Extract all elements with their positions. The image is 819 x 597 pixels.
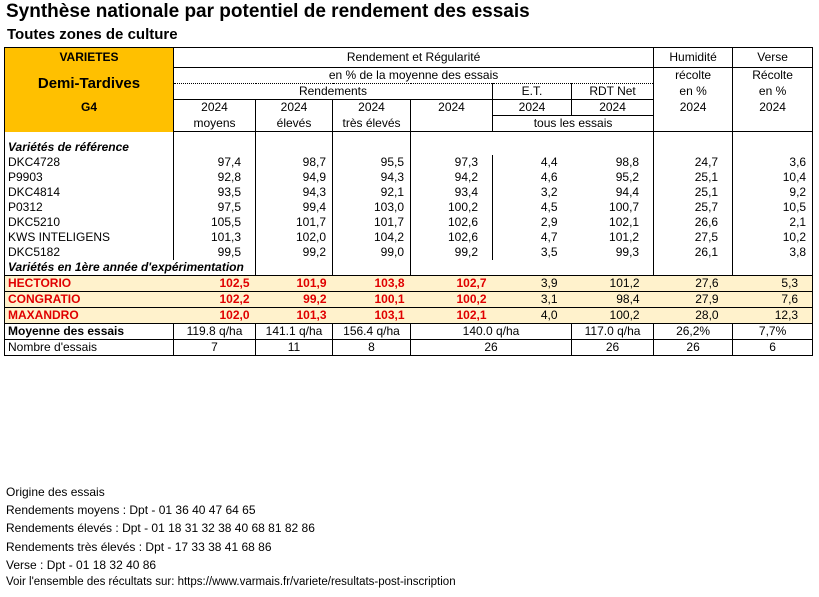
value-cell: 100,2 — [572, 308, 654, 324]
rdt-net-header: RDT Net — [572, 84, 654, 100]
value-cell: 5,3 — [733, 276, 813, 292]
value-cell: 4,4 — [493, 155, 572, 170]
footer-tres-eleves: Rendements très élevés : Dpt - 17 33 38 41 68 86 — [6, 540, 272, 554]
rendement-regularite-header: Rendement et Régularité — [174, 48, 654, 68]
value-cell: 26,1 — [654, 245, 733, 260]
group-label: Demi-Tardives — [5, 68, 174, 100]
value-cell: 94,3 — [333, 170, 411, 185]
humidite-pct-label: en % — [654, 84, 733, 100]
value-cell: 25,7 — [654, 200, 733, 215]
year-eleves: 2024 — [256, 100, 333, 116]
nombre-eleves: 11 — [256, 340, 333, 356]
value-cell: 104,2 — [333, 230, 411, 245]
value-cell: 102,6 — [411, 215, 493, 230]
value-cell: 93,4 — [411, 185, 493, 200]
value-cell: 4,5 — [493, 200, 572, 215]
value-cell: 27,6 — [654, 276, 733, 292]
year-moyens: 2024 — [174, 100, 256, 116]
value-cell: 99,4 — [256, 200, 333, 215]
year-tres-eleves: 2024 — [333, 100, 411, 116]
value-cell: 102,0 — [174, 308, 256, 324]
group-code: G4 — [5, 100, 174, 132]
variety-name: DKC5210 — [5, 215, 174, 230]
value-cell: 7,6 — [733, 292, 813, 308]
nombre-tres-eleves: 8 — [333, 340, 411, 356]
nombre-verse: 6 — [733, 340, 813, 356]
value-cell: 24,7 — [654, 155, 733, 170]
year-et: 2024 — [493, 100, 572, 116]
value-cell: 10,4 — [733, 170, 813, 185]
moyenne-eleves: 141.1 q/ha — [256, 324, 333, 340]
verse-pct-label: en % — [733, 84, 813, 100]
value-cell: 102,1 — [609, 215, 640, 229]
value-cell: 9,2 — [733, 185, 813, 200]
footer-verse: Verse : Dpt - 01 18 32 40 86 — [6, 558, 157, 572]
value-cell: 102,1 — [411, 308, 493, 324]
year-humidite: 2024 — [654, 100, 733, 116]
footer-eleves: Rendements élevés : Dpt - 01 18 31 32 38 40 68 81 82 86 — [6, 521, 315, 535]
value-cell: 27,5 — [654, 230, 733, 245]
footer-origine: Origine des essais — [6, 485, 105, 499]
value-cell: 2,1 — [733, 215, 813, 230]
value-cell: 25,1 — [654, 170, 733, 185]
value-cell: 101,2 — [572, 276, 654, 292]
year-rdt-net: 2024 — [572, 100, 654, 116]
value-cell: 10,2 — [733, 230, 813, 245]
value-cell: 103,1 — [333, 308, 411, 324]
value-cell: 95,2 — [615, 170, 640, 184]
table-row — [5, 276, 813, 292]
table-row — [5, 245, 813, 260]
moyenne-rdt-net: 117.0 q/ha — [572, 324, 654, 340]
value-cell: 105,5 — [174, 215, 256, 230]
value-cell: 10,5 — [733, 200, 813, 215]
nombre-label: Nombre d'essais — [5, 340, 174, 356]
value-cell: 94,4 — [615, 185, 640, 199]
table-row — [5, 170, 813, 185]
moyenne-moyens: 119.8 q/ha — [174, 324, 256, 340]
value-cell: 25,1 — [654, 185, 733, 200]
nombre-humidite: 26 — [654, 340, 733, 356]
value-cell: 2,9 — [493, 215, 572, 230]
table-row — [5, 308, 813, 324]
value-cell: 92,8 — [174, 170, 256, 185]
year-all: 2024 — [411, 100, 493, 116]
variety-name: CONGRATIO — [5, 292, 174, 308]
moyenne-verse: 7,7% — [733, 324, 813, 340]
value-cell: 3,6 — [733, 155, 813, 170]
results-table — [4, 47, 813, 356]
footer-link: Voir l'ensemble des récultats sur: https://www.varmais.fr/variete/resultats-post-inscription — [6, 576, 456, 588]
section-new-title: Variétés en 1ère année d'expérimentation — [5, 260, 256, 276]
humidite-header: Humidité — [654, 48, 733, 68]
value-cell: 101,9 — [256, 276, 333, 292]
value-cell: 100,1 — [333, 292, 411, 308]
value-cell: 99,5 — [174, 245, 256, 260]
value-cell: 99,2 — [256, 292, 333, 308]
value-cell: 12,3 — [733, 308, 813, 324]
table-row — [5, 215, 813, 230]
table-row — [5, 155, 813, 170]
value-cell: 102,5 — [174, 276, 256, 292]
variety-name: DKC5182 — [5, 245, 174, 260]
verse-recolte-label: Récolte — [733, 68, 813, 84]
et-header: E.T. — [493, 84, 572, 100]
value-cell: 28,0 — [654, 308, 733, 324]
value-cell: 98,8 — [615, 155, 640, 169]
value-cell: 3,9 — [493, 276, 572, 292]
value-cell: 103,8 — [333, 276, 411, 292]
value-cell: 100,2 — [411, 200, 493, 215]
moyenne-all: 140.0 q/ha — [411, 324, 572, 340]
tous-essais-header: tous les essais — [493, 116, 654, 132]
value-cell: 101,7 — [256, 215, 333, 230]
value-cell: 27,9 — [654, 292, 733, 308]
value-cell: 94,2 — [411, 170, 493, 185]
nombre-all: 26 — [411, 340, 572, 356]
value-cell: 4,7 — [493, 230, 572, 245]
variety-name: DKC4728 — [5, 155, 174, 170]
variety-name: MAXANDRO — [5, 308, 174, 324]
value-cell: 99,2 — [411, 245, 493, 260]
value-cell: 97,5 — [174, 200, 256, 215]
table-row — [5, 230, 813, 245]
year-verse: 2024 — [733, 100, 813, 116]
nombre-moyens: 7 — [174, 340, 256, 356]
nombre-rdt-net: 26 — [572, 340, 654, 356]
table-row — [5, 200, 813, 215]
moyenne-humidite: 26,2% — [654, 324, 733, 340]
value-cell: 102,2 — [174, 292, 256, 308]
value-cell: 102,6 — [411, 230, 493, 245]
variety-name: KWS INTELIGENS — [5, 230, 174, 245]
pct-moyenne-header: en % de la moyenne des essais — [174, 68, 654, 84]
value-cell: 102,0 — [256, 230, 333, 245]
page-title: Synthèse nationale par potentiel de rendement des essais — [6, 1, 530, 22]
value-cell: 98,7 — [256, 155, 333, 170]
value-cell: 99,2 — [256, 245, 333, 260]
value-cell: 97,4 — [174, 155, 256, 170]
section-reference-title: Variétés de référence — [5, 140, 174, 155]
value-cell: 101,7 — [333, 215, 411, 230]
table-row — [5, 292, 813, 308]
varietes-header: VARIETES — [5, 48, 174, 68]
variety-name: HECTORIO — [5, 276, 174, 292]
rendements-header: Rendements — [298, 84, 368, 98]
value-cell: 99,0 — [333, 245, 411, 260]
moyenne-label: Moyenne des essais — [5, 324, 174, 340]
value-cell: 3,2 — [493, 185, 572, 200]
variety-name: P0312 — [5, 200, 174, 215]
value-cell: 100,2 — [411, 292, 493, 308]
table-row — [5, 185, 813, 200]
value-cell: 101,3 — [174, 230, 256, 245]
value-cell: 3,5 — [493, 245, 572, 260]
value-cell: 92,1 — [333, 185, 411, 200]
value-cell: 102,7 — [411, 276, 493, 292]
variety-name: DKC4814 — [5, 185, 174, 200]
value-cell: 3,1 — [493, 292, 572, 308]
value-cell: 4,6 — [493, 170, 572, 185]
value-cell: 101,2 — [609, 230, 640, 244]
value-cell: 3,8 — [733, 245, 813, 260]
value-cell: 99,3 — [615, 245, 640, 259]
tres-eleves-header: très élevés — [333, 116, 411, 132]
moyenne-tres-eleves: 156.4 q/ha — [333, 324, 411, 340]
value-cell: 100,7 — [609, 200, 640, 214]
value-cell: 97,3 — [411, 155, 493, 170]
eleves-header: élevés — [256, 116, 333, 132]
moyens-header: moyens — [174, 116, 256, 132]
page-subtitle: Toutes zones de culture — [7, 26, 178, 43]
value-cell: 103,0 — [333, 200, 411, 215]
value-cell: 95,5 — [333, 155, 411, 170]
humidite-recolte-label: récolte — [654, 68, 733, 84]
value-cell: 101,3 — [256, 308, 333, 324]
verse-header: Verse — [733, 48, 813, 68]
value-cell: 94,9 — [256, 170, 333, 185]
value-cell: 93,5 — [174, 185, 256, 200]
value-cell: 94,3 — [256, 185, 333, 200]
value-cell: 98,4 — [572, 292, 654, 308]
variety-name: P9903 — [5, 170, 174, 185]
value-cell: 4,0 — [493, 308, 572, 324]
value-cell: 26,6 — [654, 215, 733, 230]
footer-moyens: Rendements moyens : Dpt - 01 36 40 47 64 65 — [6, 503, 256, 517]
